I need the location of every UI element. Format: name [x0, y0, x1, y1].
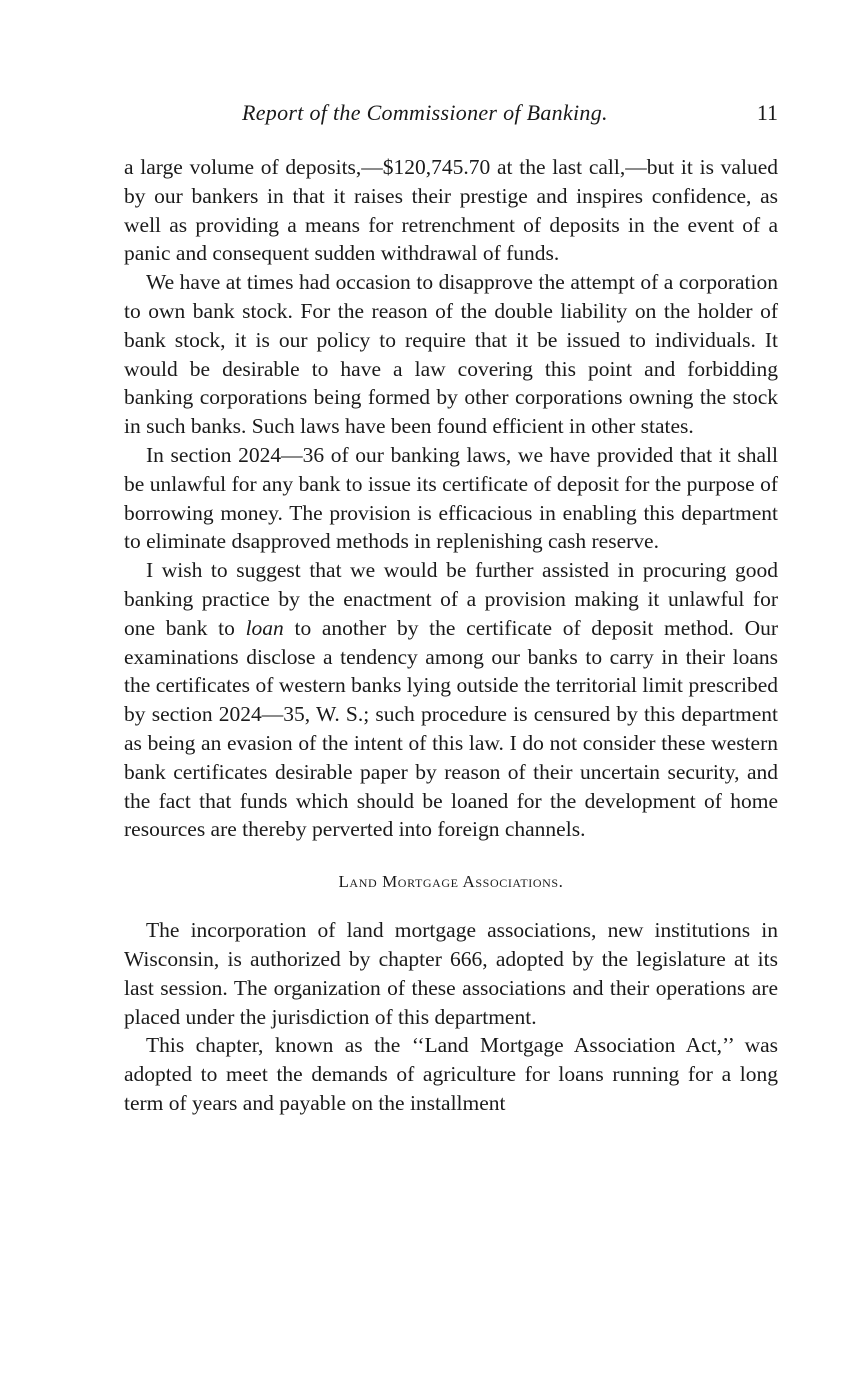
- paragraph-text: to another by the certificate of deposit method. Our examinations disclose a tendency among our banks to carry in their loans the certificates of western banks lying outside the territorial limit prescribed by section 2024—35, W. S.; such procedure is censured by this department as being an evasion of the intent of this law. I do not consider these western bank certificates desirable paper by reason of their uncertain security, and the fact that funds which should be loaned for the development of home resources are thereby perverted into foreign channels.: [124, 615, 779, 842]
- running-header: [124, 98, 778, 128]
- paragraph: We have at times had occasion to disapprove the attempt of a corporation to own bank stock. For the reason of the double liability on the holder of bank stock, it is our policy to require that it be issued to individuals. It would be desirable to have a law covering this point and forbidding banking corporations being formed by other corporations owning the stock in such banks. Such laws have been found efficient in other states.: [124, 270, 778, 439]
- running-title: Report of the Commissioner of Banking.: [242, 100, 608, 125]
- paragraph: [124, 556, 778, 844]
- paragraph: In section 2024—36 of our banking laws, we have provided that it shall be unlawful for any bank to issue its certificate of deposit for the purpose of borrowing money. The provision is efficacious in enabling this department to eliminate dsapproved methods in replenishing cash reserve.: [124, 442, 778, 554]
- page-number: 11: [756, 100, 778, 125]
- paragraph: a large volume of deposits,—$120,745.70 at the last call,—but it is valued by our bankers in that it raises their prestige and inspires confidence, as well as providing a means for retrenchment of deposits in the event of a panic and consequent sudden withdrawal of funds.: [124, 155, 778, 266]
- section-heading: Land Mortgage Associations.: [338, 872, 564, 892]
- paragraph: The incorporation of land mortgage associations, new institutions in Wisconsin, is authorized by chapter 666, adopted by the legislature at its last session. The organization of these associations and their operations are placed under the jurisdiction of this department.: [124, 918, 778, 1029]
- paragraph-text: I wish to suggest that we would be further assisted in procuring good banking practice by the enactment of a provision making it unlawful for one bank to: [124, 558, 778, 640]
- body-text: [124, 153, 778, 1118]
- emphasized-word: loan: [245, 615, 284, 640]
- paragraph: This chapter, known as the ‘‘Land Mortgage Association Act,’’ was adopted to meet the demands of agriculture for loans running for a long term of years and payable on the installment: [124, 1033, 778, 1115]
